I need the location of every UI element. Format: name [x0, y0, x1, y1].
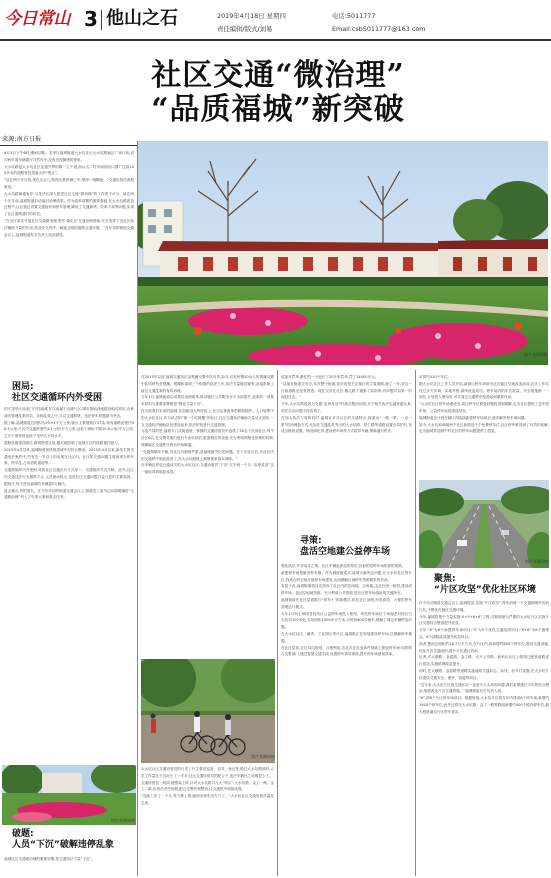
intro-text: 4月3日下午6时,骤雨初歇。龙华区福城街道大水坑社区大水坑路辖区广场门前,双向两车道车辆通行井然有序,没有出现拥堵的迹象。 大水坑路是大水坑社区连通外界的唯一主干道,而从大二村市场到坑口园广这段200多米的道路曾经是最大的“堵点”。 “放在两个多月前,现在这会儿,路两边都停满了车,堵得一塌糊涂。”交通协管员黄振康说。 大水坑路畅通有序,与龙华区深入推进社区交通“微治理”的工作密不可分。就在两个多月前,福城街道启动福旧治理改革。作为改革部署的重要基础,在大水坑路改造过程中,社区通过设置交通组织和停车管理,降低了交通拥堵、效率不高等问题,实现了社区道路通行的转变。 “在全区率先开展社区交通微治理,既牢'稳化区'交通治理基础,充分发挥下沉社区执法辅助力量的作用,营造安全有序、畅通文明的道路交通环境。“在年初的街道交通会议上,福城街道有关负责人如此描述。 — [4, 151, 134, 237]
section-1-text: 因平龙华区西北门户的福城,在以前属于边缘片区,城市基础设施建设相对滞后,各种城市管理乱象纷杂。各种乱象之中,又以交通拥堵、违法停车问题最为突出。 据了解,福城街道总面积为29.91平方公里,辖区主要道路仅47条,现有道路里程约46.5公里,片区内交通密度约3.1公里/平方公里,远低于深标下限10.6公里/平方公里,主次干道密度也低于龙华区平均水平。 道路设施建设滞后,路网密度过低,极大地影响了福城片区的道路通行能力。 2015年4月以来,福城街道加快推进城中村综合整治。2015年4月以来,新发生的交通违法案件中,约有近一半以上均出现在社区内。社区的交通问题主要表现为停车难、停车乱,占用消防通道等。 交通微循环内外受困,导致社区交通出行方式单一、交通组织方式不畅。此外,社区内交通违法行为屡禁不止,人员流动较大,也是社区交通问题日益凸显的主要原因。据统计,每天进出福城的车辆超5万辆次。 直击痛点,有的放矢。在今年年初的街道交通会议上,街道党工委书记向翔明确将“交通微治理”列入了年度大事和重点任务。 — [4, 407, 134, 500]
headline-line-1: 社区交通“微治理” — [151, 58, 405, 93]
masthead-rule — [0, 39, 551, 41]
main-photo-credit: 图片来源网络 — [524, 352, 548, 357]
section-2-title: 破题: 人员“下沉”破解违停乱象 — [12, 829, 114, 850]
section-3-title: 寻策: 盘活空地建公益停车场 — [300, 536, 391, 557]
newspaper-logo: 今日常山 — [4, 9, 70, 29]
editor-line: 责任编辑/版式/刘易 — [217, 25, 273, 33]
road-photo — [419, 480, 549, 568]
bottom-left-photo — [2, 765, 136, 825]
source-rule — [0, 145, 138, 146]
column-3-text-a: 说加开罚单,最忙的一天他开了20多张罚单,罚了14000多元。 “以前在街道交安办,负责整个街道,更多的是关注辖区的主要道路,跑了一年,对这一片面道路还没有熟悉。现在交安在社区,哪儿路不通都了如指掌,有问题可以第一时间赶过去。” 今年,大水坑路段成为交通“乱停乱放”的重点整治区段,对于相关执法也越来越认真,现在走访问题不再容易了。 在加大执法力度的同时,福城针对各社区的交通特点,探索出“一路一策、一点一策”的治理新方式,比如在交通乱象突出的大水坑路、铁仁路等道路设置引导护栏,在适当路段设置、铺设绿化带,建设停车场等方式疏导车辆,保障通行秩序。 — [281, 375, 412, 434]
source-line: 来源:南方日报 — [2, 136, 42, 143]
masthead — [0, 0, 551, 40]
section-1-title: 困局: 社区交通循环内外受困 — [12, 382, 103, 403]
section-2-text: 福城社区交通微治理的重要部署,是交通执法力量“下沉”。 — [4, 857, 96, 861]
bikes-photo — [141, 659, 275, 763]
page-number: 3 — [84, 7, 98, 31]
section-4-text: 在今年初街道交通会议上,福城提出,实施“片区攻坚”,每年治理一个交通拥堵突出的片区,不断优化辖区交通环境。 今年,福城将集中力量实施“6+5+6+6”工程,对拥堵最为严重的大水坑片区实施片区交通综合整治提升改造。 今年,“6”为6个新建停车场项目;“5”为5个优化交通组织项目;“6+6”为6个拥堵点、6个道路改造提升改造项目。 前者,整治总面积约26.7万平方米,在片区内,拟新增约800个停车位,增设交通设施,优化片区交通组织,提升片区通行效率。 后者,对大顺路、金韶路、金工路、大兴公司路、新科山社区公园周边配套道路进行改造,实施路网改造提升。 同时,在大顺路、金韶路等道路实施道路交通标志、标线、信号灯设置,在大水坑片区建设交通安全、便民、智能等项目。 “近年来,大水坑片区的交通状况一直是令人头疼的问题,我们希望通过今年的综合整治,彻底改变片区交通面貌。”福城街道有关负责人说。 “6”,即6个片区停车场项目。根据规划,大水坑片区将在年内建成6个停车场,新增约1900个停车位;此外还将在大水坑路、金工一路等路段新增约400个路内停车位,最大程度满足片区停车需求。 — [419, 601, 549, 714]
date-line: 2019年4月18日 星期四 — [217, 12, 286, 20]
main-photo — [138, 141, 548, 365]
column-2-text-a: 在2015年以前,福城交通执法由观澜交警中队负责,如今,仅有民警20余人的观澜交警中队同时负责观澜、观湖和福城三个街道的执法工作,执法力量极其紧张,直接影响了辖区交通乱象的有效治理。 今年1月,福城街道启动基层治理改革,推动辖区公共服务水平全面提升,改革的一项基本原则与重要部署便是“强化力量下沉”。 作为改革后未来的福城,在创新治人的经验上,充分注重改革思路和期许。人口较集中的大水坑社区,作为试点的“第一个吃螃蟹”的社区,社区交通执法辅助力量从无到有,一支交通执法辅助队伍建设起来,依法依规进行交通管理。 与改不同的是,福城专门从街道统一掌握的交通协管员中选派了30名下沉到社区,每个社区6名,在交警对他们进行专业培训后,配备相应的设备,充分利用网格化管理的机制,保障辖区交通秩序的有序和畅通。 “交通微循环不畅,各社区内拥堵严重,是福城最突出的问题。在下沉社区后,各社区内的交通秩序明显改善了,在大水坑路段上拥堵现象基本消除。” 在车辆乱停放泛滥成灾的大水坑社区,交通协管员“下沉”仅不到一个月,“乱停乱放”这一顽疾得到明显改善。 — [141, 375, 274, 475]
column-rule-1 — [137, 141, 138, 876]
section-divider — [101, 10, 102, 30]
section-3-text: 强化执法,并非治本之策。社区车辆乱停放的背后,折射的是停车场供需的短缺。 新建停车场是解决停车难、作为调度建成式,福城为解决这问题,在大水坑社区等片区,找适合的空地开展停车场建设,从而缓解区域停车资源紧张的状况。 有鉴于此,福城街道将目光投向了社区内的空闲地、边角地,由社区统一规划,建设成停车场。盘活空闲地资源、充分利用公共资源,是社区停车场选址的关键所在。 福城街道在社区层面推行“停车+”的新模式,依托社区治理,形成高效、方便的停车管理运行模式。 今年1月9日,章阁老村西区公益停车场投入使用。该处停车场位于章阁老村西区白石坑村100米处,实用面积1000多平方米,可停放600多辆车,缓解了周边车辆停放问题。 在大水坑社区、澜秀、工业园区等片区,福城都正在规划建设停车场,以缓解停车难题。 在社区层面,社区共同规划、合理利用,各社区在自身条件基础上建设停车场;同时联合交警部门,通过智慧交通手段,设置停车诱导系统,提升停车场使用效率。 — [281, 564, 412, 657]
email-line: Email:csb5011777@163.com — [332, 25, 426, 33]
bottom-left-photo-credit: 图片来源网络 — [111, 818, 135, 823]
road-photo-credit: 图片来源网络 — [525, 559, 549, 564]
phone-line: 电话:5011777 — [332, 12, 376, 20]
section-title: 他山之石 — [106, 8, 178, 29]
column-2-text-b: 大水坑社区交通协管员的日常工作主要是巡查、劝导、登记等,路过大水坑路段时,人员工作量比下沉前少了一半多;社区交通协管员的配合下,违法车辆比之前明显少了。 交通协管员一到岗,便整装上阵,针对大水坑路口几大“堵点”:大水坑路、金工一路、金工二路,协管员责任到段,配合交警开展整治,让交通秩序明显改观。 “连续工作了一个月,每天都上街,跑到出现车况专门了。”大水坑社区交通协管员温先生说。 — [141, 767, 274, 805]
column-rule-2 — [277, 370, 278, 876]
bikes-photo-credit: 图片来源网络 — [251, 754, 275, 759]
section-4-title: 聚焦: “片区攻坚”优化社区环境 — [434, 574, 536, 595]
column-4-text-a: 可供约420个车位。 据大水坑社区工作人员介绍,新辟山停车场即为社区辖区空地改造而成,社区工作站经过多方协调、实地考察,最终改造成功。停车场内的车位数量、安全措施都一一到位,计划投入使用后,可对周边交通秩序改善起到重要作用。 “大水坑社区停车场建成后,周边停车位紧张问题将得到缓解,也为社区提供了更多停车场、公益停车场的建设经验。” 福城街道还计划在辖区内陆续新建停车场项目,逐步解决停车难问题。 如今,大水坑和章阁两个社区新增近千个免费停车位,社区停车难得到了有效的化解,也为福城其他城中村社区的停车问题提供了借鉴。 — [419, 375, 549, 434]
headline-line-2: “品质福城”新突破 — [151, 92, 405, 127]
column-rule-3 — [415, 370, 416, 876]
